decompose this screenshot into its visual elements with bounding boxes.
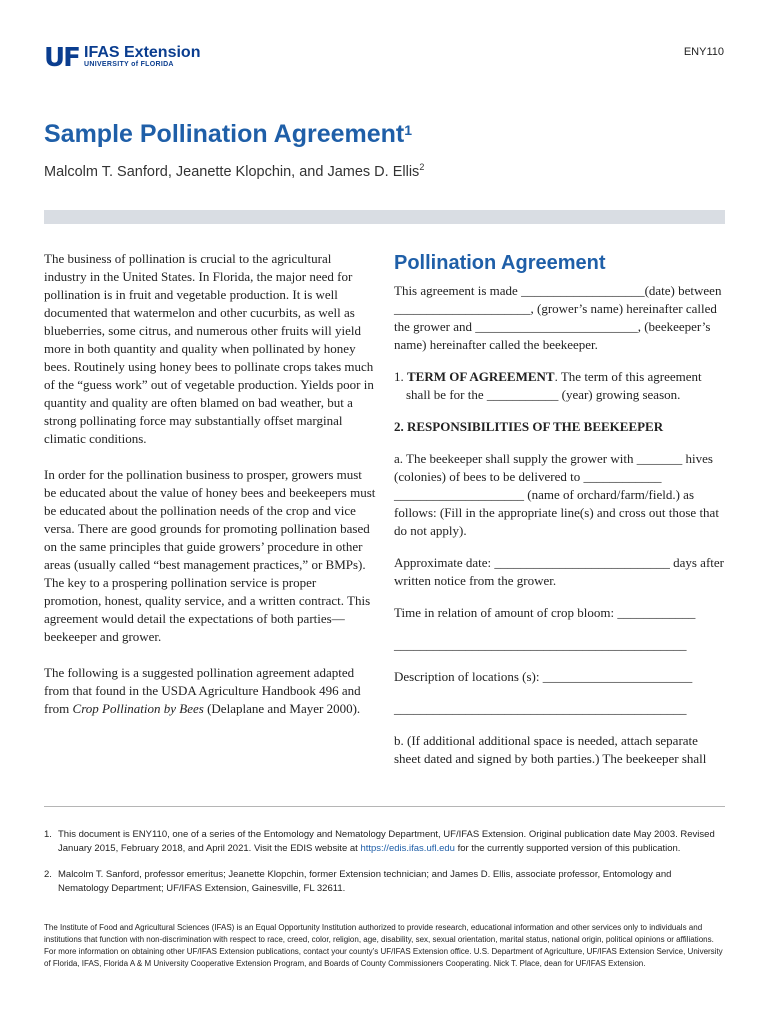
intro-column [44, 250, 376, 736]
term-number: 1. [394, 369, 407, 384]
title-footnote-ref[interactable]: 1 [404, 122, 413, 138]
authors-footnote-ref[interactable]: 2 [419, 162, 425, 172]
publication-id: ENY110 [683, 46, 724, 58]
equal-opportunity-statement: The Institute of Food and Agricultural Sciences (IFAS) is an Equal Opportunity Institution authorized to provide research, educational information and other services only to individuals and institutions that function with non-discrimination with respect to race, creed, color, religion, age, disability, sex, sexual orientation, marital status, national origin, political opinions or affiliations. For more information on obtaining other UF/IFAS Extension publications, contact your county’s UF/IFAS Extension office. U.S. Department of Agriculture, UF/IFAS Extension Service, University of Florida, IFAS, Florida A & M University Cooperative Extension Program, and Boards of County Commissioners Cooperating. Nick T. Place, dean for UF/IFAS Extension. [44, 923, 723, 968]
intro-paragraph-3 [44, 664, 376, 718]
term-heading: TERM OF AGREEMENT [407, 369, 555, 384]
uf-logo-mark: UF [44, 43, 79, 73]
time-bloom: Time in relation of amount of crop bloom: ____________ [394, 605, 696, 620]
logo-name: IFAS Extension [84, 44, 201, 61]
footnote-divider [44, 806, 725, 807]
footnote-number: 2. [44, 869, 52, 880]
para3-text: The following is a suggested pollination agreement adapted from that found in the USDA Agriculture Handbook 496 and from [44, 665, 361, 716]
logo-subtitle: UNIVERSITY of FLORIDA [84, 61, 174, 68]
intro-paragraph-2: In order for the pollination business to prosper, growers must be educated about the value of honey bees and beekeepers must be educated about the pollination needs of the crop and vice versa. There are good grounds for promoting pollination based on the same principles that guide growers’ procedure in other areas (usually called “best management practices,” or BMPs). The key to a prospering pollination service is proper promotion, honest, quality service, and a written contract. This agreement would detail the expectations of both parties—beekeeper and grower. [44, 467, 376, 644]
authors [44, 162, 424, 180]
edis-link[interactable]: https://edis.ifas.ufl.edu [360, 843, 455, 854]
agreement-heading: Pollination Agreement [394, 252, 606, 274]
page-title [44, 120, 412, 149]
footnotes [44, 828, 724, 908]
footnote-number: 1. [44, 829, 52, 840]
intro-paragraph-1: The business of pollination is crucial to the agricultural industry in the United States. In Florida, the major need for pollination is in fruit and vegetable production. It is well documented that watermelon and other cucurbits, as well as blueberries, some citrus, and numerous other fruits will yield more in both quantity and quality when pollinated by honey bees. Routinely using honey bees to pollinate crops takes much of the “guess work” out of vegetable production. Yields poor in quantity and quality are often blamed on bad weather, but a strong pollinating force may substantially offset marginal climatic conditions. [44, 251, 374, 446]
approximate-date: Approximate date: ___________________________ days after written notice from the grower. [394, 555, 724, 588]
responsibilities-heading [394, 418, 726, 436]
footnote-text [58, 828, 724, 856]
footnote-text: Malcolm T. Sanford, professor emeritus; Jeanette Klopchin, former Extension technician; and James D. Ellis, associate professor, Entomology and Nematology Department; UF/IFAS Extension, Gainesville, FL 32611. [58, 869, 672, 894]
para3-text-end: (Delaplane and Mayer 2000). [203, 701, 361, 716]
footnote-1 [44, 828, 724, 856]
item-a: a. The beekeeper shall supply the grower with _______ hives (colonies) of bees to be delivered to ____________ ____________________ (name of orchard/farm/field.) as follows: (Fill in the appropriate line(s) and cross out those that do not apply). [394, 451, 719, 538]
term-of-agreement [394, 368, 726, 404]
responsibilities-heading-text: 2. RESPONSIBILITIES OF THE BEEKEEPER [394, 419, 664, 434]
header-divider-band [44, 210, 725, 224]
term-text: . The term of this agreement shall be for the ___________ (year) growing season. [406, 369, 702, 402]
book-title: Crop Pollination by Bees [72, 701, 204, 716]
footnote-2 [44, 868, 724, 896]
authors-text: Malcolm T. Sanford, Jeanette Klopchin, and James D. Ellis [44, 163, 420, 180]
agreement-column [394, 250, 726, 782]
item-b: b. (If additional additional space is needed, attach separate sheet dated and signed by both parties.) The beekeeper shall [394, 733, 707, 766]
blank-line-1: _____________________________________________ [394, 637, 687, 652]
footnote-1-text: This document is ENY110, one of a series of the Entomology and Nematology Department, UF/IFAS Extension. Original publication date May 2003. Revised January 2015, February 2018, and April 2021. Visit the EDIS website at [58, 829, 715, 854]
locations-line: Description of locations (s): _______________________ [394, 669, 693, 684]
agreement-intro: This agreement is made ___________________(date) between _____________________, (grower’s name) hereinafter called the grower and _________________________, (beekeeper’s name) hereinafter called the beekeeper. [394, 283, 722, 352]
footnote-1-text-end: for the currently supported version of this publication. [454, 843, 681, 854]
blank-line-2: _____________________________________________ [394, 701, 687, 716]
uf-ifas-logo [44, 44, 204, 72]
title-text: Sample Pollination Agreement [44, 120, 405, 148]
